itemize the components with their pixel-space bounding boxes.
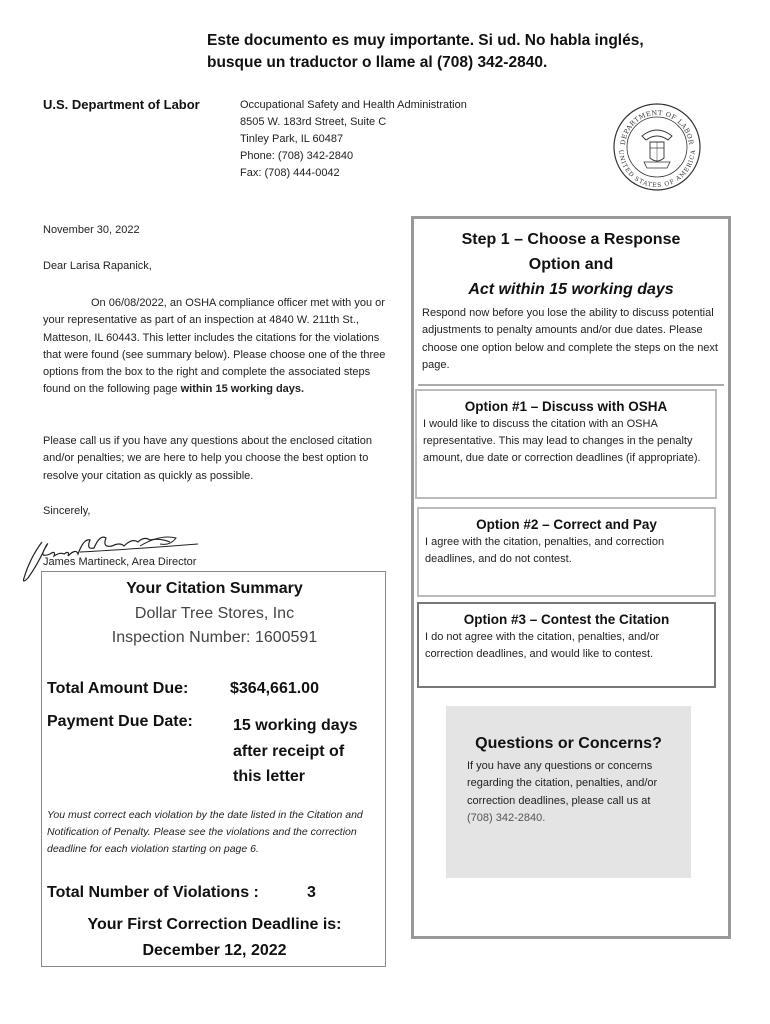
first-deadline-label: Your First Correction Deadline is: xyxy=(87,916,342,933)
option-1-body: I would like to discuss the citation with an OSHA representative. This may lead to changes in the penalty amount, due date or correction deadlines (if appropriate). xyxy=(423,418,701,464)
option-1-box xyxy=(415,389,717,499)
step-title xyxy=(414,227,728,302)
paragraph-1-text: On 06/08/2022, an OSHA compliance officer met with you or your representative as part of an inspection at 4840 W. 211th St., Matteson, IL 60443. This letter includes the citations for the violations that were found (see summary below). Please choose one of the three options from the box to the right and complete the associated steps found on the following page xyxy=(43,297,386,396)
payment-due-label: Payment Due Date: xyxy=(47,713,193,730)
letter-greeting: Dear Larisa Rapanick, xyxy=(43,260,152,272)
questions-phone: (708) 342-2840. xyxy=(467,811,546,824)
notice-line-1: Este documento es muy importante. Si ud. No habla inglés, xyxy=(207,32,644,49)
first-deadline-date: December 12, 2022 xyxy=(142,942,287,959)
summary-company: Dollar Tree Stores, Inc xyxy=(134,605,295,622)
agency-phone: Phone: (708) 342-2840 xyxy=(240,150,354,162)
option-3-body: I do not agree with the citation, penalties, and/or correction deadlines, and would like to contest. xyxy=(425,631,660,660)
citation-summary-box xyxy=(41,571,386,967)
step-title-line-3: Act within 15 working days xyxy=(468,281,674,298)
total-amount-label: Total Amount Due: xyxy=(47,680,189,697)
violations-count: 3 xyxy=(307,884,316,901)
agency-name: Occupational Safety and Health Administration xyxy=(240,99,467,111)
questions-body xyxy=(467,758,667,827)
option-2-body: I agree with the citation, penalties, and correction deadlines, and do not contest. xyxy=(425,536,665,565)
correction-note: You must correct each violation by the date listed in the Citation and Notification of Penalty. Please see the violations and the correction deadline for each violation starting on page 6. xyxy=(47,809,363,855)
department-name: U.S. Department of Labor xyxy=(43,97,200,112)
violations-label: Total Number of Violations : xyxy=(47,884,259,901)
payment-due-line-1: 15 working days xyxy=(233,717,358,734)
step-divider xyxy=(418,384,724,386)
total-amount-value: $364,661.00 xyxy=(230,680,319,697)
questions-text: If you have any questions or concerns regarding the citation, penalties, and/or correction deadlines, please call us at xyxy=(467,760,658,807)
letter-paragraph-1 xyxy=(43,295,388,399)
signature-name: James Martineck, Area Director xyxy=(43,556,197,568)
inspection-number: 1600591 xyxy=(254,629,318,646)
language-notice xyxy=(207,30,677,74)
letter-paragraph-2: Please call us if you have any questions about the enclosed citation and/or penalties; we are here to help you choose the best option to resolve your citation as quickly as possible. xyxy=(43,435,372,482)
dol-seal-icon xyxy=(612,102,702,192)
option-3-title: Option #3 – Contest the Citation xyxy=(463,612,670,627)
paragraph-1-bold: within 15 working days. xyxy=(180,383,305,396)
agency-street: 8505 W. 183rd Street, Suite C xyxy=(240,116,387,128)
option-2-box xyxy=(417,507,716,597)
seal-bottom-text: UNITED STATES OF AMERICA xyxy=(616,149,698,190)
letter-date: November 30, 2022 xyxy=(43,224,140,236)
option-3-box xyxy=(417,602,716,688)
questions-title: Questions or Concerns? xyxy=(475,735,662,752)
payment-due-value xyxy=(233,713,383,790)
step-title-line-1: Step 1 – Choose a Response xyxy=(461,231,681,248)
option-1-title: Option #1 – Discuss with OSHA xyxy=(464,399,668,414)
agency-address-block xyxy=(240,97,467,182)
summary-title: Your Citation Summary xyxy=(126,580,303,597)
letter-closing: Sincerely, xyxy=(43,505,91,517)
questions-box xyxy=(446,706,691,878)
option-2-title: Option #2 – Correct and Pay xyxy=(476,517,657,532)
agency-fax: Fax: (708) 444-0042 xyxy=(240,167,340,179)
svg-text:DEPARTMENT OF LABOR xyxy=(619,109,695,146)
inspection-label: Inspection Number: xyxy=(111,629,251,646)
payment-due-line-2: after receipt of xyxy=(233,742,345,760)
seal-top-text: DEPARTMENT OF LABOR xyxy=(618,108,696,146)
agency-city: Tinley Park, IL 60487 xyxy=(240,133,344,145)
step-instructions: Respond now before you lose the ability to discuss potential adjustments to penalty amounts and/or due dates. Please choose one option below and complete the steps on the next page. xyxy=(422,307,718,371)
summary-inspection-number xyxy=(42,629,387,647)
notice-line-2: busque un traductor o llame al (708) 342-2840. xyxy=(207,54,548,71)
payment-due-line-3: this letter xyxy=(233,768,306,785)
step-title-line-2: Option and xyxy=(528,256,614,273)
